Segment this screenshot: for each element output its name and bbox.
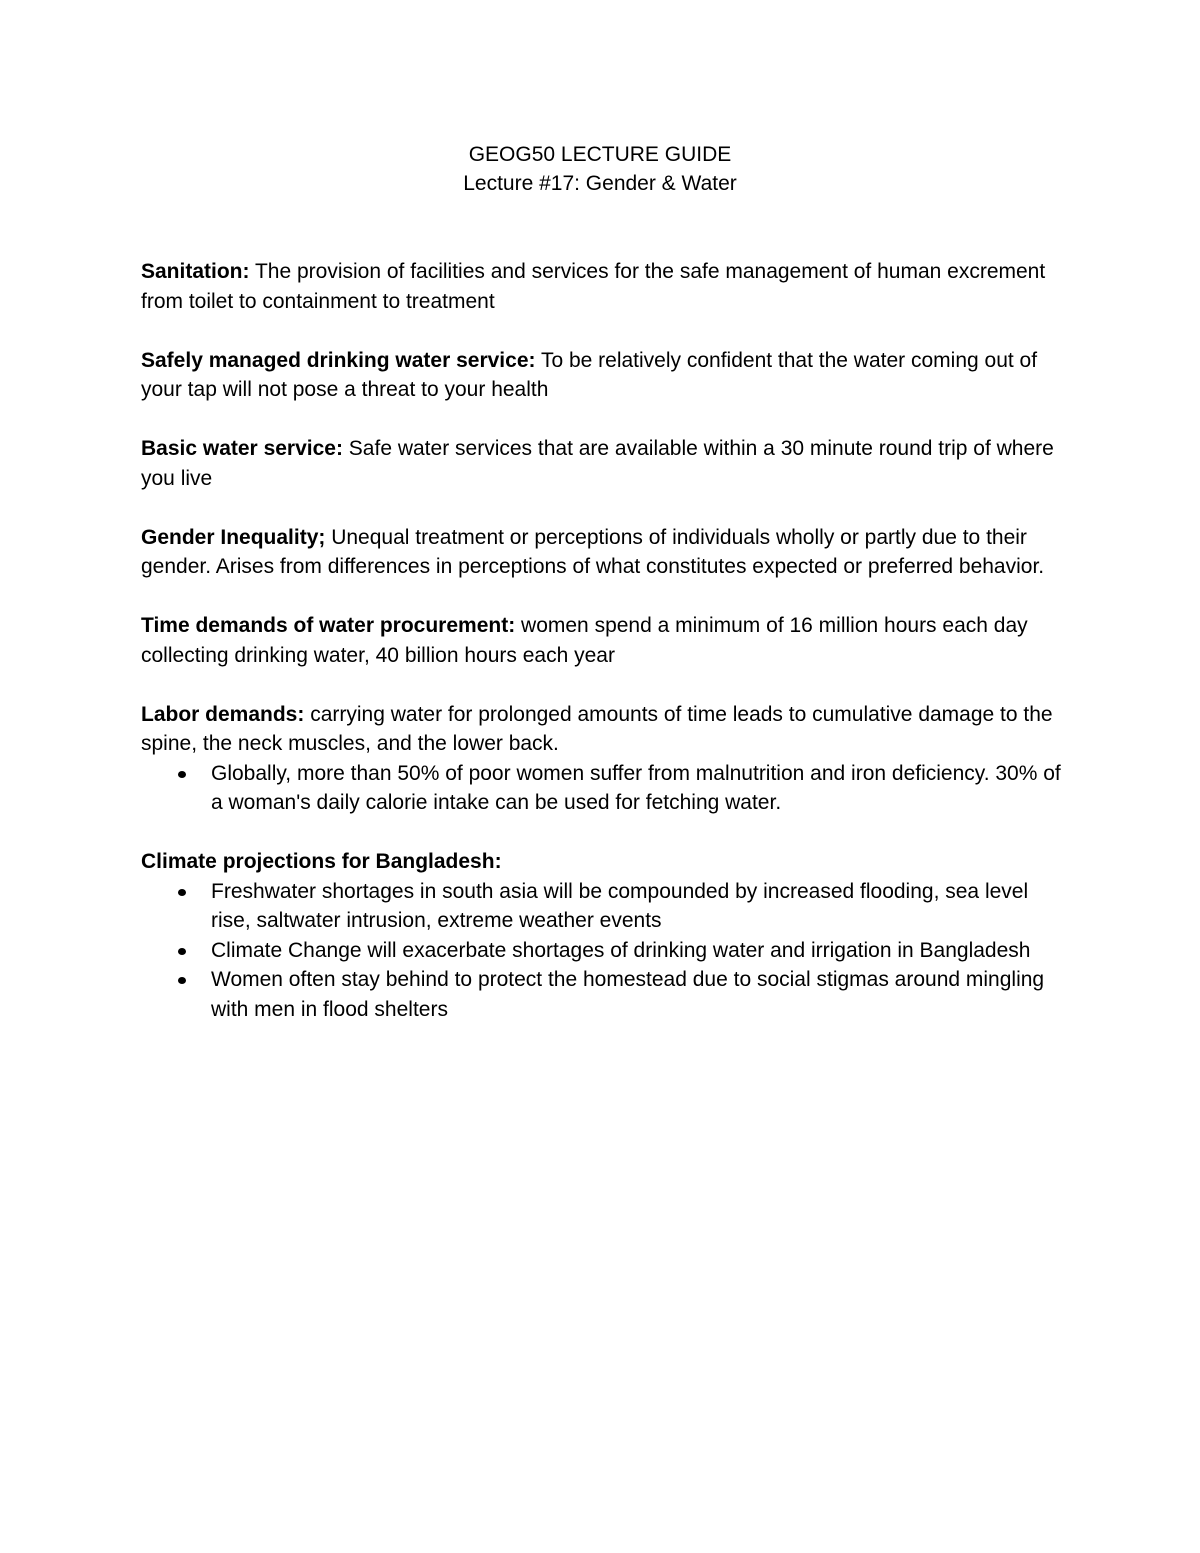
heading-climate-projections (141, 847, 1061, 877)
bullet-icon (178, 977, 186, 984)
term-label: Safely managed drinking water service: (141, 348, 536, 372)
definition-time-demands (141, 611, 1061, 670)
definition-text: The provision of facilities and services for the safe management of human excrement from toilet to containment to treatment (141, 260, 1046, 313)
definition-text: women spend a minimum of 16 million hours each day collecting drinking water, 40 billion hours each year (141, 614, 1028, 667)
list-item-text: Globally, more than 50% of poor women suffer from malnutrition and iron deficiency. 30% of a woman's daily calorie intake can be used for fetching water. (211, 761, 1061, 814)
term-label: Gender Inequality; (141, 525, 326, 549)
definition-text: To be relatively confident that the water coming out of your tap will not pose a threat to your health (141, 348, 1038, 401)
document-header (0, 140, 1200, 198)
list-item-text: Women often stay behind to protect the homestead due to social stigmas around mingling with men in flood shelters (211, 968, 1045, 1021)
document-title: GEOG50 LECTURE GUIDE (468, 143, 732, 166)
list-item (141, 936, 1061, 966)
list-item-text: Freshwater shortages in south asia will be compounded by increased flooding, sea level rise, saltwater intrusion, extreme weather events (211, 879, 1029, 932)
term-label: Climate projections for Bangladesh: (141, 850, 502, 873)
bullet-icon (178, 771, 186, 778)
definition-text: Safe water services that are available within a 30 minute round trip of where you live (141, 437, 1054, 490)
document-subtitle: Lecture #17: Gender & Water (463, 172, 737, 195)
term-label: Sanitation: (141, 260, 250, 283)
definition-text: carrying water for prolonged amounts of time leads to cumulative damage to the spine, the neck muscles, and the lower back. (141, 702, 1053, 755)
bullet-icon (178, 948, 186, 955)
labor-demands-bullet-list (141, 759, 1061, 818)
term-label: Basic water service: (141, 437, 343, 460)
list-item (141, 759, 1061, 818)
climate-projections-bullet-list (141, 877, 1061, 1025)
list-item (141, 965, 1061, 1024)
definition-labor-demands (141, 700, 1061, 759)
document-body (141, 257, 1061, 1054)
definition-safely-managed-water (141, 346, 1061, 405)
term-label: Time demands of water procurement: (141, 614, 516, 637)
definition-text: Unequal treatment or perceptions of individuals wholly or partly due to their gender. Arises from differences in perceptions of what constitutes expected or preferred behavior. (141, 525, 1045, 578)
bullet-icon (178, 889, 186, 896)
definition-gender-inequality (141, 523, 1061, 582)
list-item (141, 877, 1061, 936)
definition-basic-water-service (141, 434, 1061, 493)
term-label: Labor demands: (141, 702, 305, 726)
list-item-text: Climate Change will exacerbate shortages of drinking water and irrigation in Bangladesh (211, 938, 1031, 962)
definition-sanitation (141, 257, 1061, 316)
